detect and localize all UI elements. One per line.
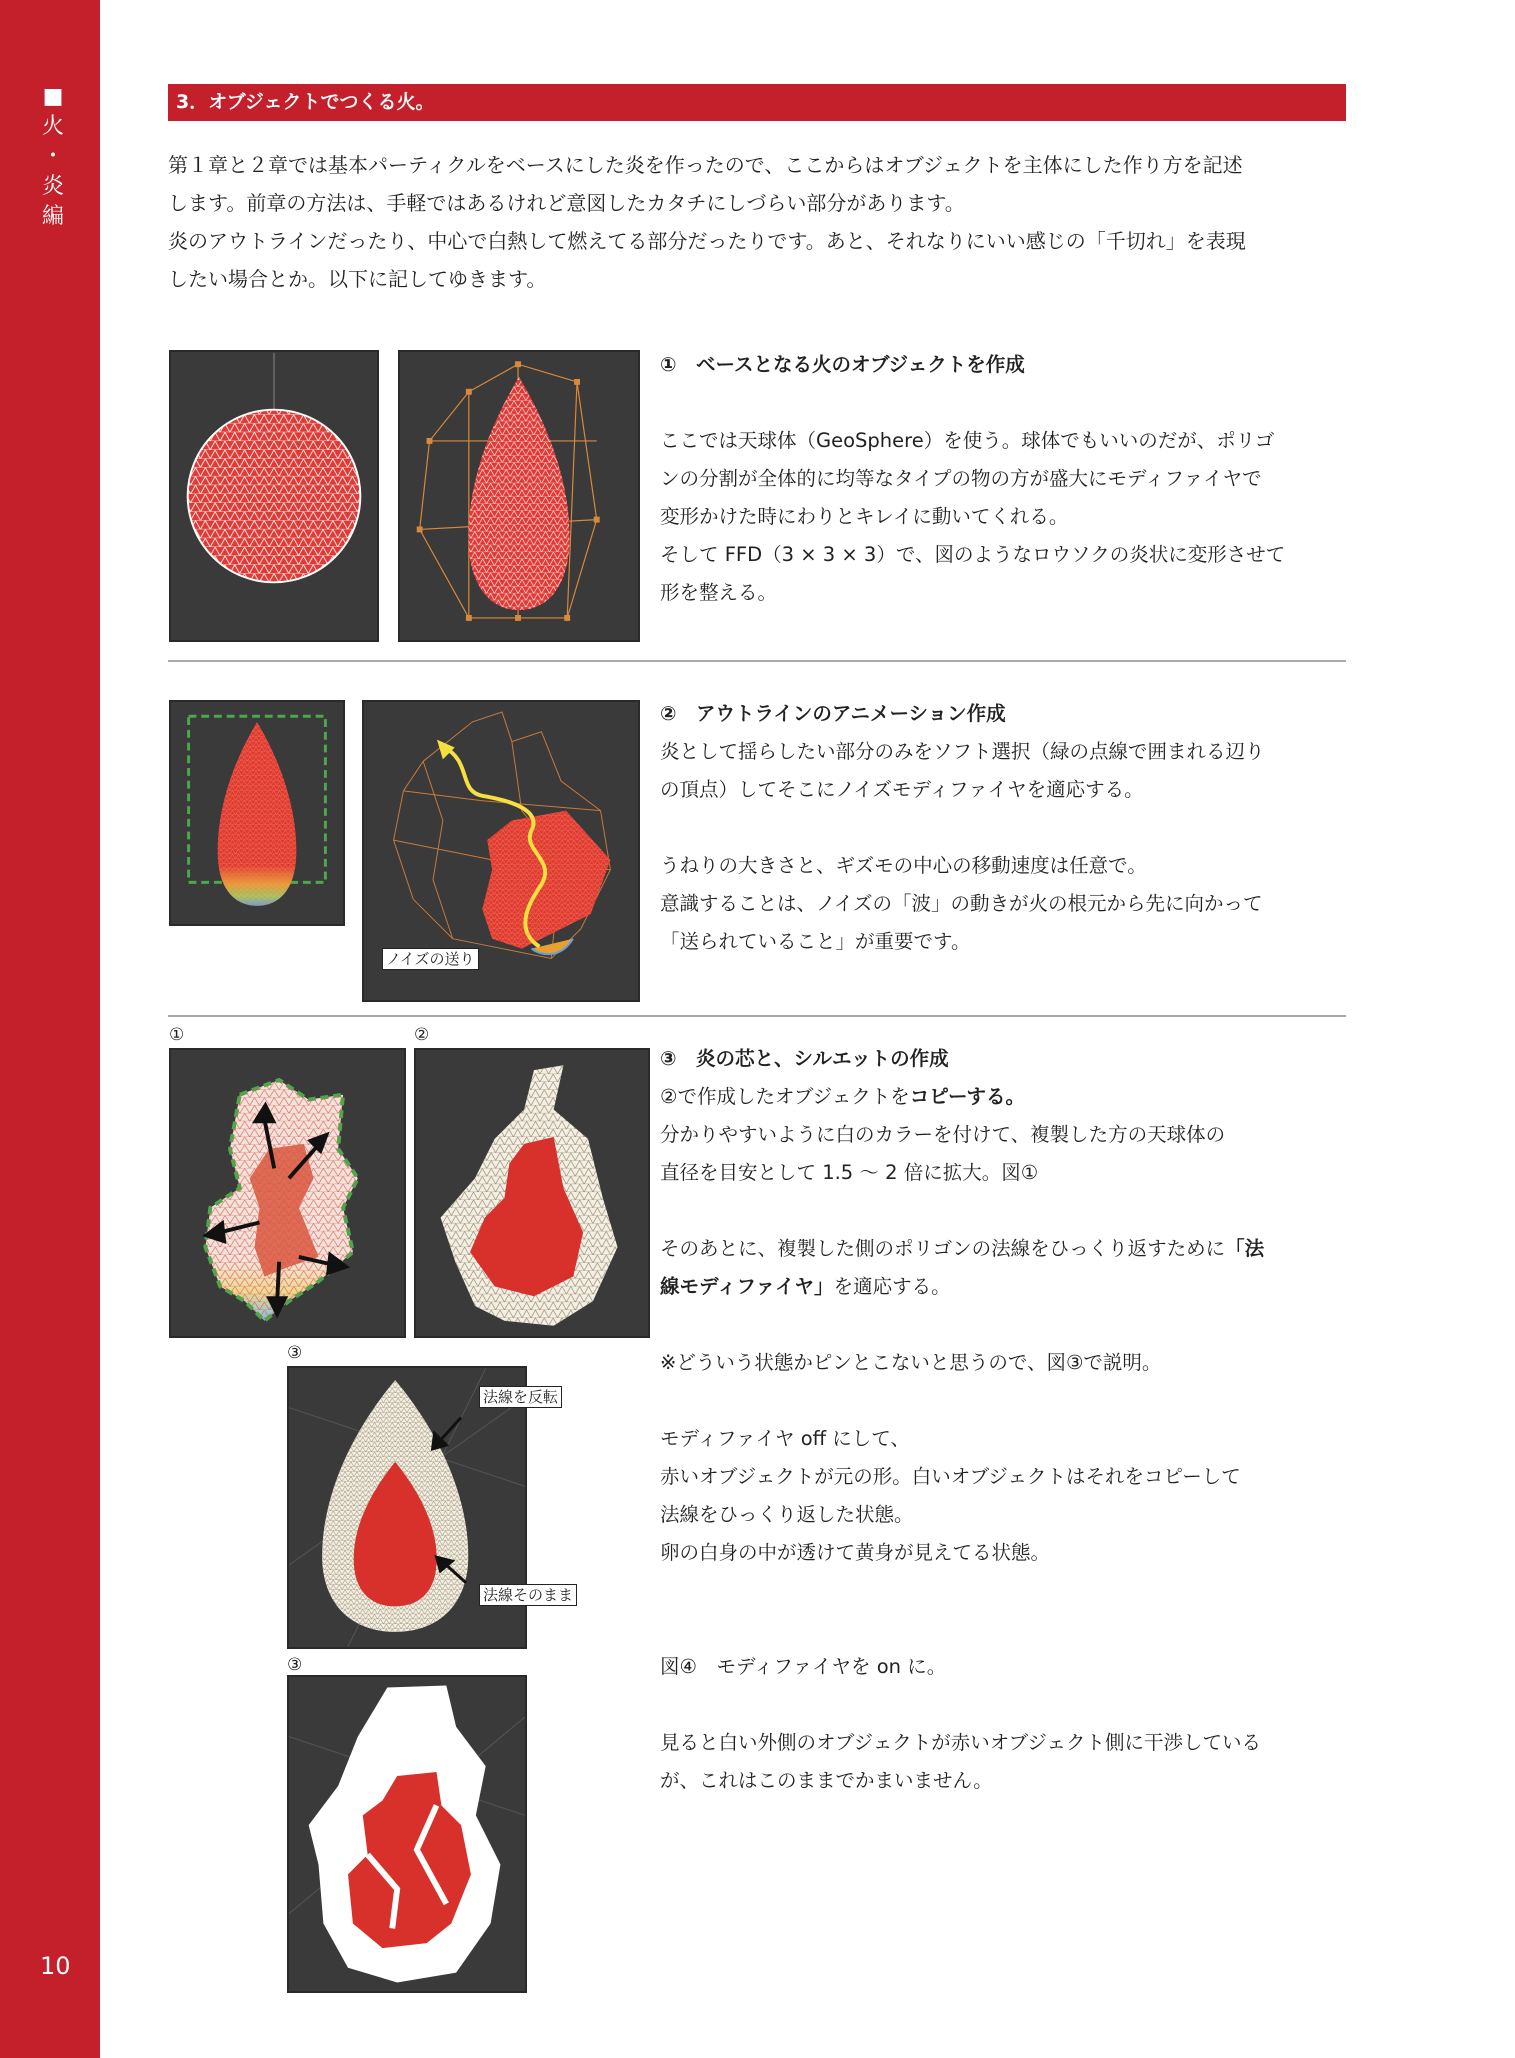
intro-text: 第１章と２章では基本パーティクルをベースにした炎を作ったので、ここからはオブジェクトを主体にした作り方を記述 します。前章の方法は、手軽ではあるけれど意図したカタチにしづらい部分があります。 炎のアウトラインだったり、中心で白熱して燃えてる部分だったりです。あと、それなりにいい感じの「千切れ」を表現 したい場合とか。以下に記してゆきます。 xyxy=(168,153,1246,291)
scaled-copy-figure xyxy=(169,1048,406,1338)
section2-text: ② アウトラインのアニメーション作成 炎として揺らしたい部分のみをソフト選択（緑の点線で囲まれる辺り の頂点）してそこにノイズモディファイヤを適応する。 うねりの大きさと、ギズモの中心の移動速度は任意で。 意識することは、ノイズの「波」の動きが火の根元から先に向かって 「送られていること」が重要です。 xyxy=(660,702,1265,953)
sidebar xyxy=(0,0,100,2058)
divider xyxy=(168,660,1346,662)
section-title: 3．オブジェクトでつくる火。 xyxy=(168,84,1346,121)
figure-label: ③ xyxy=(287,1655,303,1675)
geosphere-figure xyxy=(169,350,379,642)
copied-white-object-figure xyxy=(414,1048,650,1338)
figure-label: ① xyxy=(169,1025,185,1045)
page-number: 10 xyxy=(40,1952,71,1980)
chapter-label: ■ 火 ・ 炎 編 xyxy=(41,84,64,229)
ffd-flame-figure xyxy=(398,350,640,642)
figure-label: ② xyxy=(414,1025,430,1045)
noise-animation-figure xyxy=(362,700,640,1002)
figure-label: ③ xyxy=(287,1343,303,1363)
noise-callout: ノイズの送り xyxy=(382,948,479,970)
flipped-normals-callout: 法線を反転 xyxy=(479,1386,562,1408)
divider xyxy=(168,1015,1346,1017)
section3-text: ③ 炎の芯と、シルエットの作成 ②で作成したオブジェクトをコピーする。 分かりやすいように白のカラーを付けて、複製した方の天球体の 直径を目安として 1.5 ～ 2 倍に拡大。図① そのあとに、複製した側のポリゴンの法線をひっくり返すために「法 線モディファイヤ」を適応する。 ※どういう状態かピンとこないと思うので、図③で説明。 モディファイヤ off にして、 赤いオブジェクトが元の形。白いオブジェクトはそれをコピーして 法線をひっくり返した状態。 卵の白身の中が透けて黄身が見えてる状態。 図④ モディファイヤを on に。 見ると白い外側のオブジェクトが赤いオブジェクト側に干渉している が、これはこのままでかまいません。 xyxy=(660,1047,1265,1792)
flipped-normals-figure xyxy=(287,1366,574,1649)
section1-text: ① ベースとなる火のオブジェクトを作成 ここでは天球体（GeoSphere）を使う。球体でもいいのだが、ポリゴ ンの分割が全体的に均等なタイプの物の方が盛大にモディファイヤで 変形かけた時にわりとキレイに動いてくれる。 そして FFD（3 × 3 × 3）で、図のようなロウソクの炎状に変形させて 形を整える。 xyxy=(660,353,1286,604)
soft-selection-figure xyxy=(169,700,345,926)
kept-normals-callout: 法線そのまま xyxy=(479,1584,577,1606)
modifier-on-figure xyxy=(287,1675,527,1993)
